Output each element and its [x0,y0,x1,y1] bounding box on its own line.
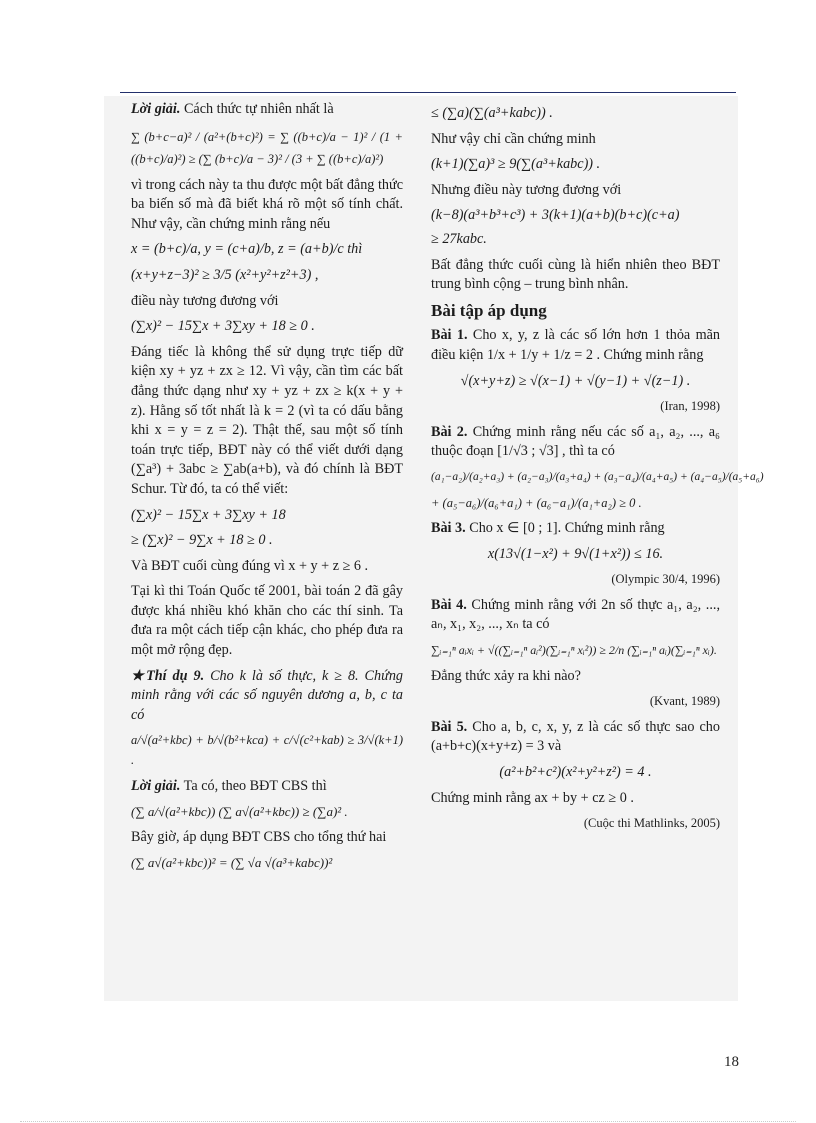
solution-paragraph [131,100,403,120]
solution-2-paragraph [131,777,403,797]
paragraph-schur: Đáng tiếc là không thể sử dụng trực tiếp dữ kiện xy + yz + zx ≥ 12. Vì vậy, cần tìm các bất đẳng thức dạng như xy + yz + zx ≥ k(x + y + z). Hằng số tốt nhất là k = 2 (vì ta có dấu bằng khi x = y = z = 2). Thật thế, sau một số tính toán trực tiếp, BĐT này có thể viết dưới dạng (∑a³) + 3abc ≥ ∑ab(a+b), và đó chính là BĐT Schur. Từ đó, ta có thể viết: [131,343,403,497]
paragraph-equivalent-right: Nhưng điều này tương đương với [431,181,622,198]
page-number: 18 [724,1054,739,1070]
exercise-4-formula: ∑ᵢ₌₁ⁿ aᵢxᵢ + √((∑ᵢ₌₁ⁿ aᵢ²)(∑ᵢ₌₁ⁿ xᵢ²)) ≥ 2/n (∑ᵢ₌₁ⁿ aᵢ)(∑ᵢ₌₁ⁿ xᵢ). [431,643,717,658]
formula-second-sum: (∑ a√(a²+kbc))² = (∑ √a √(a³+kabc))² [131,855,333,871]
paragraph-conclusion: Và BĐT cuối cùng đúng vì x + y + z ≥ 6 . [131,557,369,574]
formula-upper-bound: ≤ (∑a)(∑(a³+kabc)) . [431,105,553,121]
section-heading: Bài tập áp dụng [431,300,547,320]
exercise-2-formula-line-1: (a₁−a₂)/(a₂+a₃) + (a₂−a₃)/(a₃+a₄) + (a₃−a₄)/(a₄+a₅) + (a₄−a₅)/(a₅+a₆) [431,470,764,483]
exercise-4-text: Chứng minh rằng với 2n số thực a₁, a₂, ..., aₙ, x₁, x₂, ..., xₙ ta có [431,596,720,633]
exercise-5-formula: (a²+b²+c²)(x²+y²+z²) = 4 . [499,764,652,781]
exercise-3-label: Bài 3. [431,520,466,537]
example-9-statement [131,667,403,726]
exercise-3-source: (Olympic 30/4, 1996) [611,572,720,587]
exercise-5-label: Bài 5. [431,718,468,735]
exercise-1-formula: √(x+y+z) ≥ √(x−1) + √(y−1) + √(z−1) . [460,372,691,389]
header-rule [120,92,736,93]
paragraph-am-gm: Bất đẳng thức cuối cùng là hiển nhiên theo BĐT trung bình cộng – trung bình nhân. [431,256,720,293]
formula-cbs: (∑ a/√(a²+kbc)) (∑ a√(a²+kbc)) ≥ (∑a)² . [131,804,348,820]
exercise-1-statement [431,326,720,365]
exercise-3-text: Cho x ∈ [0 ; 1]. Chứng minh rằng [465,520,665,537]
right-column [431,100,764,840]
formula-expression: (∑x)² − 15∑x + 3∑xy + 18 [131,506,286,523]
exercise-1-text: Cho x, y, z là các số lớn hơn 1 thỏa mãn điều kiện 1/x + 1/y + 1/z = 2 . Chứng minh rằng [431,327,720,363]
exercise-5-claim: Chứng minh rằng ax + by + cz ≥ 0 . [431,789,634,806]
exercise-4-label: Bài 4. [431,596,467,613]
example-9-text: Cho k là số thực, k ≥ 8. Chứng minh rằng với các số nguyên dương a, b, c ta có [131,667,404,723]
paragraph-apply-cbs: Bây giờ, áp dụng BĐT CBS cho tổng thứ hai [131,828,387,845]
footer-dotted-rule [20,1121,796,1122]
formula-target-inequality: (x+y+z−3)² ≥ 3/5 (x²+y²+z²+3) , [131,266,319,283]
solution-2-label: Lời giải. [131,777,181,794]
exercise-4-statement [431,596,720,635]
exercise-5-source: (Cuộc thi Mathlinks, 2005) [583,816,720,831]
exercise-5-statement [431,718,720,757]
exercise-2-text: Chứng minh rằng nếu các số a₁, a₂, ..., a₆ thuộc đoạn [1/√3 ; √3] , thì ta có [431,423,721,460]
formula-lower-bound: ≥ (∑x)² − 9∑x + 18 ≥ 0 . [131,532,273,549]
paragraph-imo-2001: Tại kì thi Toán Quốc tế 2001, bài toán 2 đã gây được khá nhiều khó khăn cho các thí sinh. Ta đưa ra một cách tiếp cận khác, cho phép đưa ra một mở rộng đẹp. [131,583,403,659]
paragraph-equivalent: điều này tương đương với [131,292,279,309]
formula-equivalent: (∑x)² − 15∑x + 3∑xy + 18 ≥ 0 . [131,318,315,335]
formula-need-prove: (k+1)(∑a)³ ≥ 9(∑(a³+kabc)) . [431,156,601,173]
paragraph-three-variable: vì trong cách này ta thu được một bất đẳng thức ba biến số mà đã biết khá rõ một số tính chất. Như vậy, cần chứng minh rằng nếu [131,176,403,232]
left-column [131,100,403,879]
formula-expanded: (k−8)(a³+b³+c³) + 3(k+1)(a+b)(b+c)(c+a) [431,207,680,224]
solution-label: Lời giải. [131,101,181,117]
exercise-1-source: (Iran, 1998) [660,399,720,414]
exercise-5-text: Cho a, b, c, x, y, z là các số thực sao cho (a+b+c)(x+y+z) = 3 và [431,718,720,755]
exercise-2-formula-line-2: + (a₅−a₆)/(a₆+a₁) + (a₆−a₁)/(a₁+a₂) ≥ 0 . [431,495,642,510]
formula-example-9: a/√(a²+kbc) + b/√(b²+kca) + c/√(c²+kab) ≥ 3/√(k+1) . [131,733,403,768]
exercise-2-statement [431,423,720,462]
exercise-4-question: Đẳng thức xảy ra khi nào? [431,667,581,684]
solution-text: Cách thức tự nhiên nhất là [180,101,334,117]
example-9-label: ★Thí dụ 9. [131,667,205,684]
exercise-2-label: Bài 2. [431,423,468,440]
exercise-3-formula: x(13√(1−x²) + 9√(1+x²)) ≤ 16. [487,545,664,562]
exercise-3-statement [431,519,720,539]
exercise-4-source: (Kvant, 1989) [649,694,720,709]
formula-expanded-bound: ≥ 27kabc. [431,230,487,247]
formula-sum-fraction: ∑ (b+c−a)² / (a²+(b+c)²) = ∑ ((b+c)/a − 1)² / (1 + ((b+c)/a)²) ≥ (∑ (b+c)/a − 3)² / (3 + ∑ ((b+c)/a)²) [131,129,403,166]
paragraph-need-prove: Như vậy chỉ cần chứng minh [431,130,596,147]
solution-2-text: Ta có, theo BĐT CBS thì [180,777,327,794]
exercise-1-label: Bài 1. [431,327,468,344]
formula-substitution: x = (b+c)/a, y = (c+a)/b, z = (a+b)/c thì [131,241,363,258]
